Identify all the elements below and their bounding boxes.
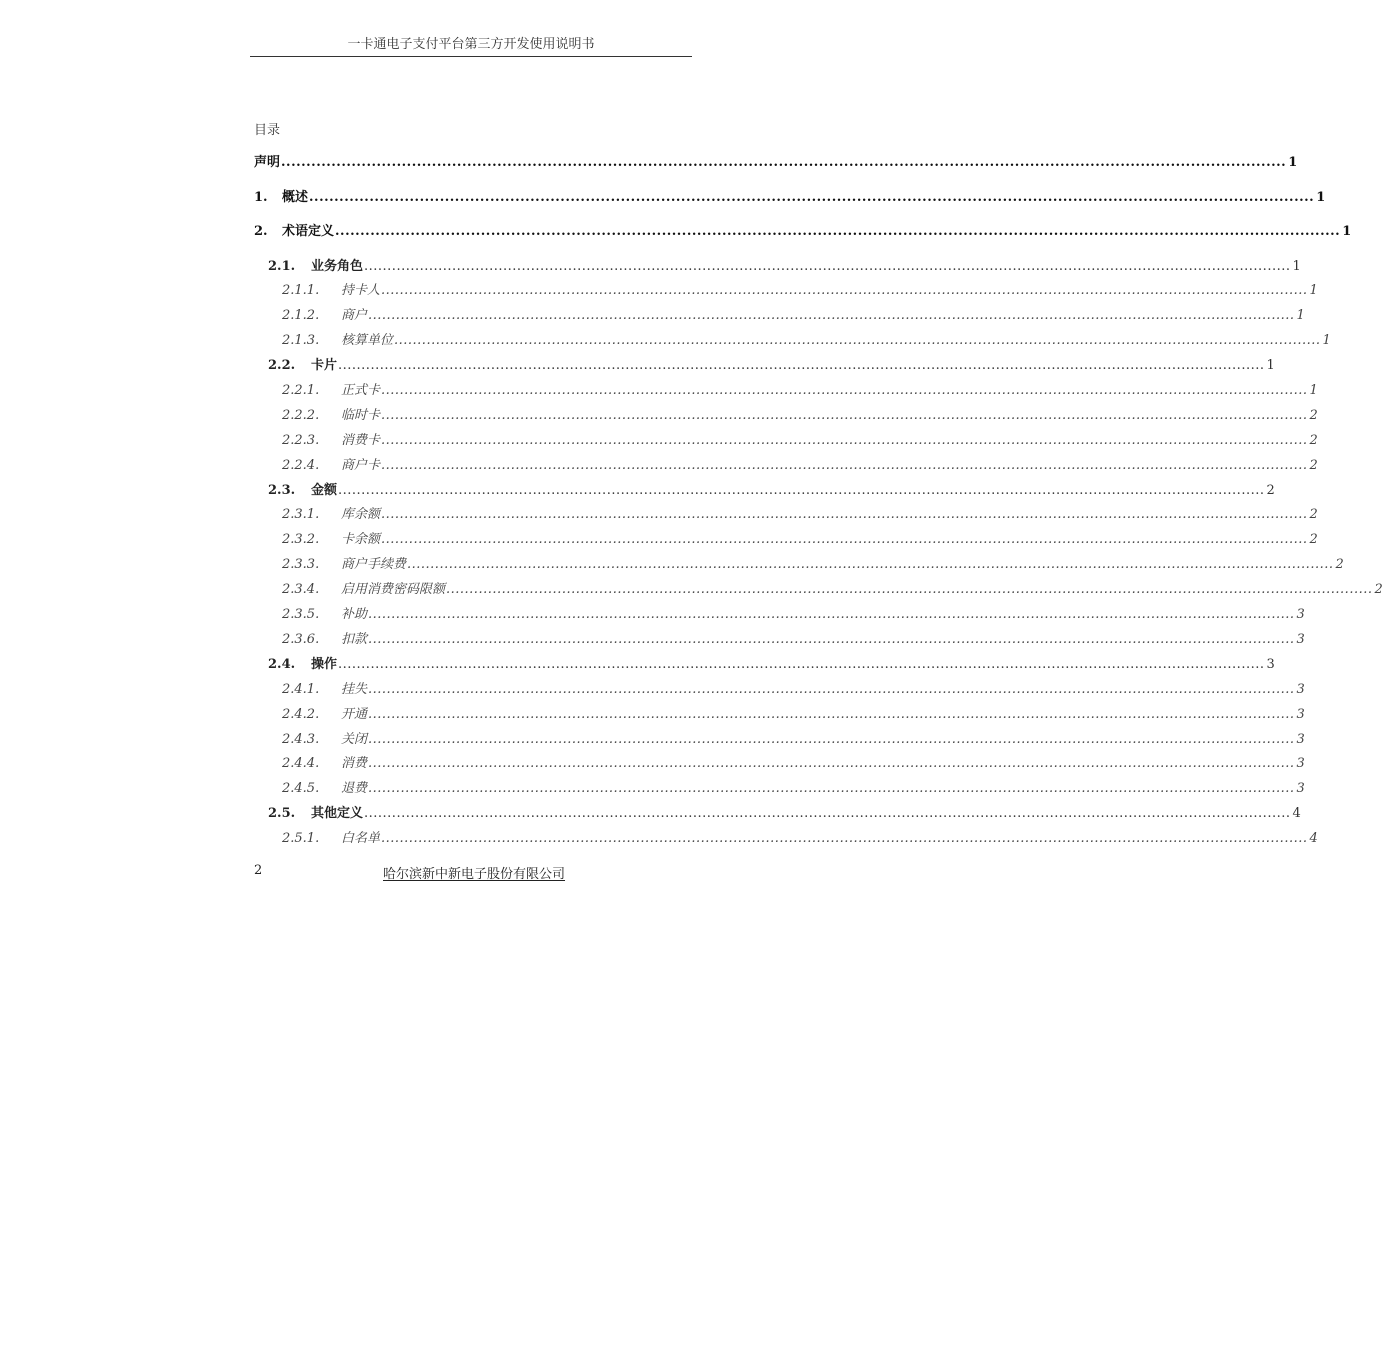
toc-entry[interactable] (282, 457, 1318, 475)
toc-dot-leader: ........................................................................................................................................................................................................ (338, 657, 1265, 672)
toc-entry[interactable] (282, 755, 1305, 773)
toc-entry[interactable] (268, 357, 1275, 375)
toc-dot-leader: ........................................................................................................................................................................................................ (364, 259, 1291, 274)
toc-entry-page: 2 (1309, 458, 1318, 473)
toc-entry-page: 2 (1309, 433, 1318, 448)
toc-entry-number: 2.1.1. (282, 283, 320, 298)
toc-entry-title: 业务角色 (311, 259, 364, 274)
toc-entry-number: 2.4.2. (282, 707, 320, 722)
toc-entry-page: 3 (1296, 707, 1305, 722)
toc-entry-title: 卡余额 (341, 532, 381, 547)
toc-dot-leader: ........................................................................................................................................................................................................ (381, 383, 1308, 398)
toc-entry-title: 补助 (341, 607, 368, 622)
toc-entry-title: 正式卡 (341, 383, 381, 398)
toc-dot-leader: ........................................................................................................................................................................................................ (368, 308, 1295, 323)
toc-entry-page: 3 (1296, 756, 1305, 771)
toc-entry-number: 2.1.2. (282, 308, 320, 323)
toc-entry[interactable] (282, 432, 1318, 450)
toc-entry-page: 2 (1374, 582, 1383, 597)
toc-dot-leader: ........................................................................................................................................................................................................ (368, 756, 1295, 771)
toc-entry[interactable] (282, 407, 1318, 425)
toc-entry-number: 2.3.5. (282, 607, 320, 622)
toc-entry-number: 2.4.5. (282, 781, 320, 796)
toc-entry-page: 2 (1309, 408, 1318, 423)
toc-entry[interactable] (282, 556, 1344, 574)
toc-entry-page: 4 (1292, 806, 1301, 821)
toc-entry-number: 2.1.3. (282, 333, 320, 348)
toc-entry-page: 2 (1309, 507, 1318, 522)
toc-entry[interactable] (282, 581, 1383, 599)
toc-entry-number: 2.3.2. (282, 532, 320, 547)
toc-entry-number: 2.2.2. (282, 408, 320, 423)
toc-entry-title: 消费卡 (341, 433, 381, 448)
toc-entry[interactable] (254, 154, 1298, 172)
toc-dot-leader: ........................................................................................................................................................................................................ (368, 607, 1295, 622)
toc-dot-leader: ........................................................................................................................................................................................................ (368, 682, 1295, 697)
toc-entry-number: 2.2. (268, 358, 296, 373)
toc-entry[interactable] (282, 830, 1318, 848)
toc-entry-page: 3 (1296, 732, 1305, 747)
toc-dot-leader: ........................................................................................................................................................................................................ (309, 190, 1315, 205)
toc-entry-title: 卡片 (311, 358, 338, 373)
toc-entry[interactable] (282, 606, 1305, 624)
toc-entry-page: 2 (1309, 532, 1318, 547)
toc-entry-number: 2.2.1. (282, 383, 320, 398)
toc-entry[interactable] (282, 307, 1305, 325)
toc-entry-title: 开通 (341, 707, 368, 722)
toc-dot-leader: ........................................................................................................................................................................................................ (364, 806, 1291, 821)
toc-dot-leader: ........................................................................................................................................................................................................ (446, 582, 1373, 597)
toc-entry-number: 2.3. (268, 483, 296, 498)
page-footer (0, 863, 950, 883)
toc-entry-number: 2.4.4. (282, 756, 320, 771)
toc-entry[interactable] (282, 531, 1318, 549)
toc-entry-title: 概述 (282, 190, 309, 205)
toc-entry-number: 2.2.3. (282, 433, 320, 448)
toc-entry-title: 商户手续费 (341, 557, 407, 572)
toc-entry-number: 2.3.4. (282, 582, 320, 597)
toc-entry-title: 持卡人 (341, 283, 381, 298)
toc-entry-page: 3 (1296, 607, 1305, 622)
toc-entry-page: 1 (1296, 308, 1305, 323)
toc-entry-number: 2.5.1. (282, 831, 320, 846)
toc-entry-page: 1 (1292, 259, 1301, 274)
toc-entry-page: 1 (1309, 283, 1318, 298)
toc-dot-leader: ........................................................................................................................................................................................................ (381, 458, 1308, 473)
toc-entry-number: 2.4.3. (282, 732, 320, 747)
toc-dot-leader: ........................................................................................................................................................................................................ (368, 732, 1295, 747)
toc-entry-page: 3 (1296, 632, 1305, 647)
toc-entry[interactable] (268, 805, 1301, 823)
toc-entry[interactable] (268, 258, 1301, 276)
toc-dot-leader: ........................................................................................................................................................................................................ (335, 224, 1341, 239)
toc-entry-number: 2.3.6. (282, 632, 320, 647)
toc-entry-title: 挂失 (341, 682, 368, 697)
toc-entry-title: 关闭 (341, 732, 368, 747)
toc-dot-leader: ........................................................................................................................................................................................................ (368, 632, 1295, 647)
toc-entry-title: 其他定义 (311, 806, 364, 821)
toc-entry-title: 消费 (341, 756, 368, 771)
toc-entry-number: 2.3.1. (282, 507, 320, 522)
toc-entry-page: 1 (1288, 155, 1298, 170)
toc-dot-leader: ........................................................................................................................................................................................................ (381, 408, 1308, 423)
toc-entry-title: 金额 (311, 483, 338, 498)
toc-dot-leader: ........................................................................................................................................................................................................ (381, 433, 1308, 448)
toc-entry-title: 核算单位 (341, 333, 394, 348)
toc-entry-page: 3 (1296, 781, 1305, 796)
toc-entry-title: 库余额 (341, 507, 381, 522)
toc-entry-title: 启用消费密码限额 (341, 582, 446, 597)
toc-dot-leader: ........................................................................................................................................................................................................ (338, 483, 1265, 498)
toc-entry-page: 1 (1322, 333, 1331, 348)
toc-entry-number: 2.2.4. (282, 458, 320, 473)
toc-dot-leader: ........................................................................................................................................................................................................ (407, 557, 1334, 572)
toc-entry[interactable] (282, 282, 1318, 300)
toc-dot-leader: ........................................................................................................................................................................................................ (338, 358, 1265, 373)
toc-dot-leader: ........................................................................................................................................................................................................ (381, 283, 1308, 298)
toc-entry-number: 2. (254, 224, 268, 239)
toc-entry[interactable] (282, 780, 1305, 798)
toc-entry[interactable] (282, 706, 1305, 724)
toc-entry[interactable] (282, 681, 1305, 699)
toc-entry[interactable] (282, 631, 1305, 649)
toc-entry-number: 2.5. (268, 806, 296, 821)
toc-entry[interactable] (282, 731, 1305, 749)
toc-dot-leader: ........................................................................................................................................................................................................ (368, 707, 1295, 722)
toc-entry[interactable] (282, 506, 1318, 524)
toc-entry-title: 操作 (311, 657, 338, 672)
toc-heading: 目录 (254, 123, 281, 138)
toc-entry-page: 2 (1266, 483, 1275, 498)
toc-entry-page: 1 (1309, 383, 1318, 398)
toc-entry-page: 1 (1342, 224, 1352, 239)
toc-entry-number: 2.4.1. (282, 682, 320, 697)
document-title: 一卡通电子支付平台第三方开发使用说明书 (347, 37, 595, 52)
toc-dot-leader: ........................................................................................................................................................................................................ (381, 507, 1308, 522)
toc-entry[interactable] (254, 223, 1352, 241)
toc-entry-page: 2 (1335, 557, 1344, 572)
toc-entry-title: 白名单 (341, 831, 381, 846)
toc-entry[interactable] (282, 332, 1331, 350)
toc-entry-number: 2.4. (268, 657, 296, 672)
toc-entry-number: 2.1. (268, 259, 296, 274)
toc-entry-title: 扣款 (341, 632, 368, 647)
toc-entry[interactable] (268, 482, 1275, 500)
toc-entry-page: 4 (1309, 831, 1318, 846)
toc-entry-title: 声明 (254, 155, 281, 170)
footer-page-number: 2 (254, 863, 263, 878)
toc-entry-title: 商户卡 (341, 458, 381, 473)
toc-dot-leader: ........................................................................................................................................................................................................ (368, 781, 1295, 796)
toc-dot-leader: ........................................................................................................................................................................................................ (381, 831, 1308, 846)
toc-entry-number: 1. (254, 190, 268, 205)
toc-entry-page: 1 (1316, 190, 1326, 205)
toc-entry-title: 商户 (341, 308, 368, 323)
toc-entry-title: 退费 (341, 781, 368, 796)
toc-entry-number: 2.3.3. (282, 557, 320, 572)
toc-dot-leader: ........................................................................................................................................................................................................ (394, 333, 1321, 348)
toc-entry[interactable] (282, 382, 1318, 400)
toc-entry-title: 术语定义 (282, 224, 335, 239)
footer-company-name: 哈尔滨新中新电子股份有限公司 (383, 867, 566, 882)
toc-entry[interactable] (254, 189, 1326, 207)
toc-dot-leader: ........................................................................................................................................................................................................ (381, 532, 1308, 547)
toc-entry[interactable] (268, 656, 1275, 674)
toc-entry-title: 临时卡 (341, 408, 381, 423)
toc-entry-page: 3 (1296, 682, 1305, 697)
toc-entry-page: 3 (1266, 657, 1275, 672)
toc-entry-page: 1 (1266, 358, 1275, 373)
toc-dot-leader: ........................................................................................................................................................................................................ (281, 155, 1287, 170)
